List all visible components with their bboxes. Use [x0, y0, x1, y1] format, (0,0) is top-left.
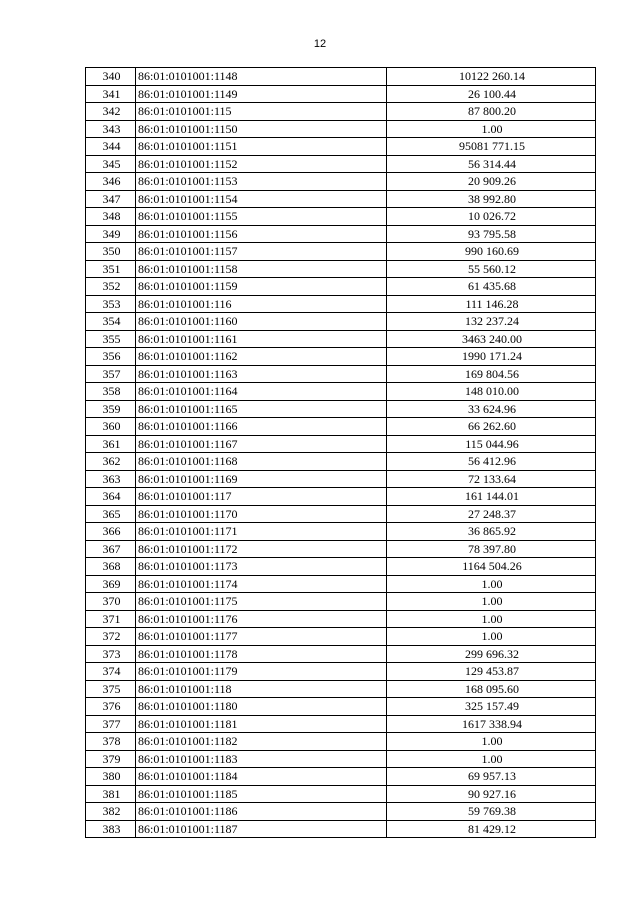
table-body: [86, 68, 596, 838]
table-row: [86, 715, 596, 733]
cadastral-value: 56 412.96: [387, 453, 596, 471]
cadastral-value: 59 769.38: [387, 803, 596, 821]
cadastral-value: 66 262.60: [387, 418, 596, 436]
cadastral-number: 86:01:0101001:1173: [136, 558, 387, 576]
row-number: 383: [86, 820, 136, 838]
cadastral-value: 299 696.32: [387, 645, 596, 663]
row-number: 351: [86, 260, 136, 278]
cadastral-number: 86:01:0101001:1160: [136, 313, 387, 331]
cadastral-number: 86:01:0101001:1180: [136, 698, 387, 716]
table-row: [86, 785, 596, 803]
cadastral-value: 87 800.20: [387, 103, 596, 121]
cadastral-number: 86:01:0101001:1157: [136, 243, 387, 261]
cadastral-number: 86:01:0101001:1166: [136, 418, 387, 436]
cadastral-number: 86:01:0101001:1182: [136, 733, 387, 751]
table-row: [86, 453, 596, 471]
row-number: 358: [86, 383, 136, 401]
table-row: [86, 68, 596, 86]
cadastral-number: 86:01:0101001:1186: [136, 803, 387, 821]
table-row: [86, 733, 596, 751]
table-row: [86, 435, 596, 453]
cadastral-number: 86:01:0101001:118: [136, 680, 387, 698]
cadastral-value: 20 909.26: [387, 173, 596, 191]
cadastral-number: 86:01:0101001:115: [136, 103, 387, 121]
table-row: [86, 155, 596, 173]
table-row: [86, 698, 596, 716]
page-number: 12: [313, 38, 327, 50]
table-row: [86, 575, 596, 593]
cadastral-value: 27 248.37: [387, 505, 596, 523]
table-row: [86, 190, 596, 208]
cadastral-value: 61 435.68: [387, 278, 596, 296]
table-row: [86, 225, 596, 243]
cadastral-number: 86:01:0101001:1179: [136, 663, 387, 681]
table-row: [86, 593, 596, 611]
cadastral-value: 3463 240.00: [387, 330, 596, 348]
row-number: 364: [86, 488, 136, 506]
cadastral-value: 1.00: [387, 610, 596, 628]
row-number: 357: [86, 365, 136, 383]
cadastral-number: 86:01:0101001:1150: [136, 120, 387, 138]
row-number: 343: [86, 120, 136, 138]
row-number: 363: [86, 470, 136, 488]
table-row: [86, 85, 596, 103]
cadastral-value: 1164 504.26: [387, 558, 596, 576]
cadastral-number: 86:01:0101001:1148: [136, 68, 387, 86]
row-number: 365: [86, 505, 136, 523]
cadastral-value: 1990 171.24: [387, 348, 596, 366]
row-number: 380: [86, 768, 136, 786]
cadastral-value: 169 804.56: [387, 365, 596, 383]
cadastral-number: 86:01:0101001:1177: [136, 628, 387, 646]
cadastral-value: 72 133.64: [387, 470, 596, 488]
row-number: 373: [86, 645, 136, 663]
row-number: 355: [86, 330, 136, 348]
row-number: 381: [86, 785, 136, 803]
cadastral-value: 168 095.60: [387, 680, 596, 698]
cadastral-number: 86:01:0101001:116: [136, 295, 387, 313]
table-row: [86, 120, 596, 138]
cadastral-number: 86:01:0101001:1171: [136, 523, 387, 541]
table-row: [86, 803, 596, 821]
cadastral-number: 86:01:0101001:1149: [136, 85, 387, 103]
table-row: [86, 173, 596, 191]
row-number: 350: [86, 243, 136, 261]
row-number: 345: [86, 155, 136, 173]
cadastral-number: 86:01:0101001:1151: [136, 138, 387, 156]
row-number: 376: [86, 698, 136, 716]
row-number: 382: [86, 803, 136, 821]
row-number: 342: [86, 103, 136, 121]
row-number: 374: [86, 663, 136, 681]
table-row: [86, 558, 596, 576]
row-number: 379: [86, 750, 136, 768]
row-number: 346: [86, 173, 136, 191]
row-number: 367: [86, 540, 136, 558]
cadastral-number: 86:01:0101001:1168: [136, 453, 387, 471]
cadastral-value: 325 157.49: [387, 698, 596, 716]
cadastral-value: 36 865.92: [387, 523, 596, 541]
row-number: 362: [86, 453, 136, 471]
cadastral-number: 86:01:0101001:1158: [136, 260, 387, 278]
cadastral-value: 148 010.00: [387, 383, 596, 401]
cadastral-value: 1.00: [387, 120, 596, 138]
table-row: [86, 138, 596, 156]
table-row: [86, 383, 596, 401]
row-number: 369: [86, 575, 136, 593]
cadastral-number: 86:01:0101001:1164: [136, 383, 387, 401]
row-number: 368: [86, 558, 136, 576]
table-row: [86, 313, 596, 331]
table-row: [86, 540, 596, 558]
cadastral-number: 86:01:0101001:1167: [136, 435, 387, 453]
table-row: [86, 418, 596, 436]
row-number: 340: [86, 68, 136, 86]
table-row: [86, 400, 596, 418]
row-number: 354: [86, 313, 136, 331]
cadastral-number: 86:01:0101001:1163: [136, 365, 387, 383]
cadastral-number: 86:01:0101001:1165: [136, 400, 387, 418]
cadastral-number: 86:01:0101001:1174: [136, 575, 387, 593]
cadastral-value: 115 044.96: [387, 435, 596, 453]
table-row: [86, 505, 596, 523]
cadastral-number: 86:01:0101001:1156: [136, 225, 387, 243]
cadastral-value: 26 100.44: [387, 85, 596, 103]
table-row: [86, 365, 596, 383]
table-row: [86, 610, 596, 628]
row-number: 356: [86, 348, 136, 366]
table-row: [86, 208, 596, 226]
row-number: 359: [86, 400, 136, 418]
table-row: [86, 488, 596, 506]
cadastral-number: 86:01:0101001:1178: [136, 645, 387, 663]
cadastral-value: 69 957.13: [387, 768, 596, 786]
row-number: 349: [86, 225, 136, 243]
cadastral-number: 86:01:0101001:1161: [136, 330, 387, 348]
cadastral-value: 1617 338.94: [387, 715, 596, 733]
table-row: [86, 348, 596, 366]
table-row: [86, 750, 596, 768]
cadastral-value: 1.00: [387, 750, 596, 768]
cadastral-value: 81 429.12: [387, 820, 596, 838]
cadastral-value-table: [85, 67, 596, 838]
cadastral-number: 86:01:0101001:1187: [136, 820, 387, 838]
cadastral-number: 86:01:0101001:1162: [136, 348, 387, 366]
row-number: 378: [86, 733, 136, 751]
table-row: [86, 260, 596, 278]
cadastral-number: 86:01:0101001:1175: [136, 593, 387, 611]
cadastral-value: 132 237.24: [387, 313, 596, 331]
row-number: 371: [86, 610, 136, 628]
cadastral-value: 55 560.12: [387, 260, 596, 278]
row-number: 353: [86, 295, 136, 313]
table-row: [86, 663, 596, 681]
table-row: [86, 680, 596, 698]
cadastral-value: 129 453.87: [387, 663, 596, 681]
cadastral-number: 86:01:0101001:1172: [136, 540, 387, 558]
cadastral-number: 86:01:0101001:1184: [136, 768, 387, 786]
table-row: [86, 295, 596, 313]
cadastral-value: 1.00: [387, 575, 596, 593]
cadastral-value: 111 146.28: [387, 295, 596, 313]
cadastral-value: 1.00: [387, 733, 596, 751]
cadastral-number: 86:01:0101001:1170: [136, 505, 387, 523]
row-number: 344: [86, 138, 136, 156]
cadastral-value: 161 144.01: [387, 488, 596, 506]
cadastral-number: 86:01:0101001:1155: [136, 208, 387, 226]
cadastral-value: 990 160.69: [387, 243, 596, 261]
cadastral-value: 33 624.96: [387, 400, 596, 418]
cadastral-number: 86:01:0101001:117: [136, 488, 387, 506]
row-number: 347: [86, 190, 136, 208]
cadastral-value: 1.00: [387, 628, 596, 646]
cadastral-number: 86:01:0101001:1153: [136, 173, 387, 191]
cadastral-number: 86:01:0101001:1181: [136, 715, 387, 733]
table-row: [86, 103, 596, 121]
row-number: 341: [86, 85, 136, 103]
row-number: 361: [86, 435, 136, 453]
row-number: 348: [86, 208, 136, 226]
table-row: [86, 278, 596, 296]
table-row: [86, 820, 596, 838]
table-row: [86, 523, 596, 541]
row-number: 375: [86, 680, 136, 698]
cadastral-number: 86:01:0101001:1159: [136, 278, 387, 296]
cadastral-value: 93 795.58: [387, 225, 596, 243]
table-row: [86, 628, 596, 646]
table-row: [86, 645, 596, 663]
cadastral-value: 1.00: [387, 593, 596, 611]
row-number: 352: [86, 278, 136, 296]
cadastral-number: 86:01:0101001:1176: [136, 610, 387, 628]
cadastral-number: 86:01:0101001:1183: [136, 750, 387, 768]
cadastral-value: 10 026.72: [387, 208, 596, 226]
cadastral-number: 86:01:0101001:1185: [136, 785, 387, 803]
cadastral-value: 10122 260.14: [387, 68, 596, 86]
cadastral-value: 56 314.44: [387, 155, 596, 173]
table-row: [86, 330, 596, 348]
table-row: [86, 470, 596, 488]
cadastral-value: 90 927.16: [387, 785, 596, 803]
row-number: 372: [86, 628, 136, 646]
row-number: 370: [86, 593, 136, 611]
cadastral-value: 78 397.80: [387, 540, 596, 558]
table-row: [86, 243, 596, 261]
cadastral-number: 86:01:0101001:1152: [136, 155, 387, 173]
cadastral-value: 38 992.80: [387, 190, 596, 208]
cadastral-number: 86:01:0101001:1154: [136, 190, 387, 208]
cadastral-number: 86:01:0101001:1169: [136, 470, 387, 488]
row-number: 360: [86, 418, 136, 436]
row-number: 377: [86, 715, 136, 733]
row-number: 366: [86, 523, 136, 541]
table-row: [86, 768, 596, 786]
cadastral-value: 95081 771.15: [387, 138, 596, 156]
